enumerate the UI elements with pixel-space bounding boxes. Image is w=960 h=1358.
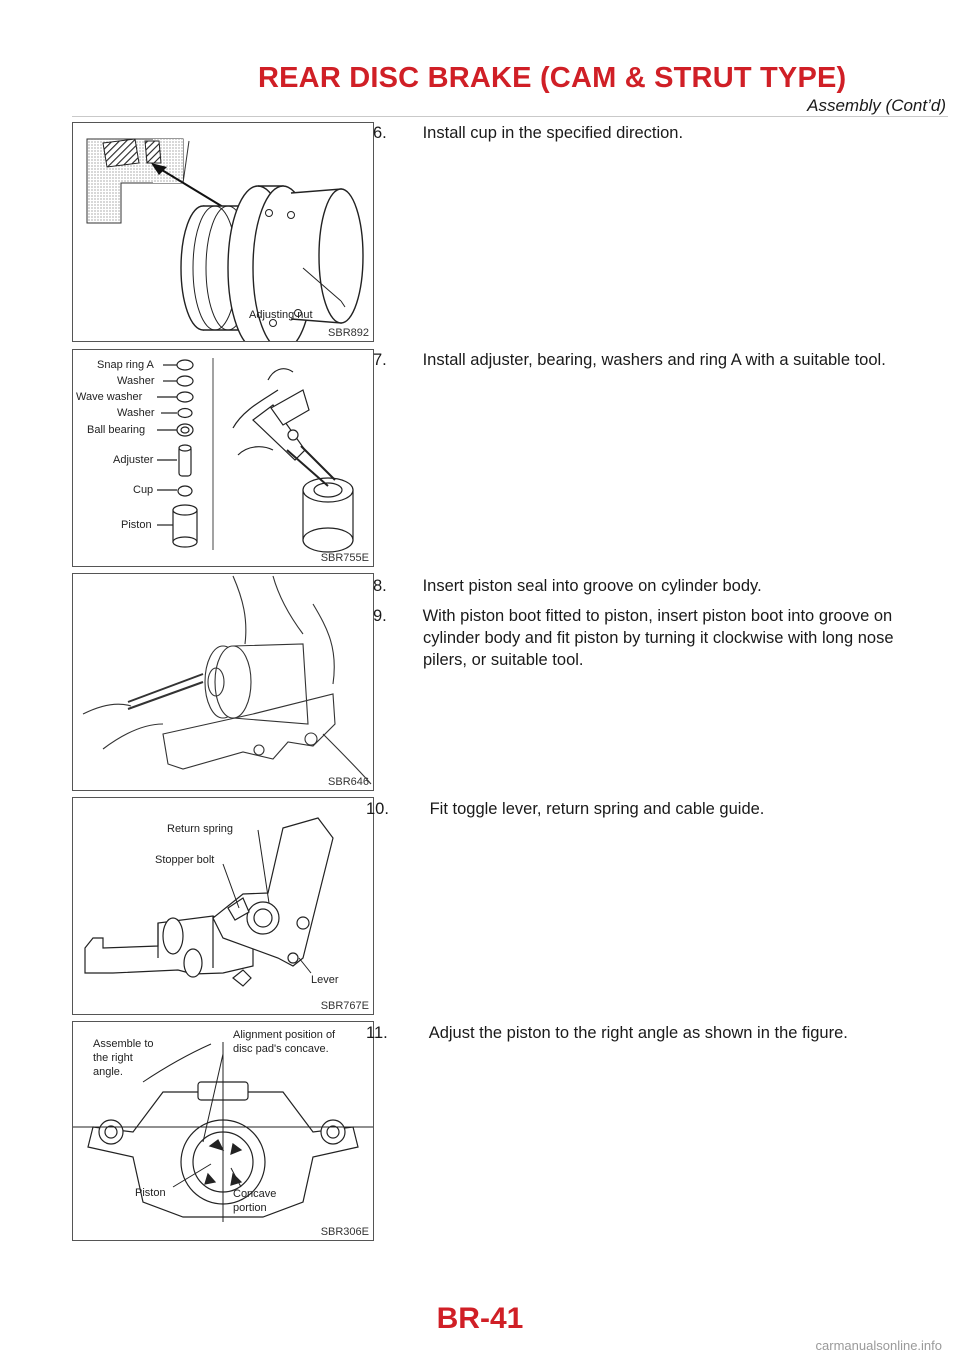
step-number: 11. <box>366 1024 388 1042</box>
step-text: Install cup in the specified direction. <box>422 124 684 142</box>
step-number: 9. <box>373 607 387 625</box>
figure-sbr892 <box>72 122 374 342</box>
label-piston: Piston <box>135 1187 166 1199</box>
label-portion: portion <box>233 1202 267 1214</box>
piston-fitting-illustration <box>73 574 373 790</box>
step-10 <box>366 798 930 820</box>
header-divider <box>72 116 948 117</box>
step-text: Fit toggle lever, return spring and cable guide. <box>429 800 765 818</box>
label-snap-ring-a: Snap ring A <box>97 359 154 371</box>
figure-sbr646 <box>72 573 374 791</box>
label-disc-pad-concave: disc pad's concave. <box>233 1043 329 1055</box>
label-cup: Cup <box>133 484 154 496</box>
figure-sbr306e <box>72 1021 374 1241</box>
step-6 <box>373 122 930 144</box>
figure-code: SBR755E <box>320 552 369 564</box>
step-11 <box>366 1022 930 1044</box>
section-subtitle: Assembly (Cont’d) <box>807 96 946 115</box>
figure-sbr767e <box>72 797 374 1015</box>
step-number: 6. <box>373 124 387 142</box>
figure-code: SBR892 <box>328 327 369 339</box>
label-ball-bearing: Ball bearing <box>87 424 146 436</box>
step-text: Install adjuster, bearing, washers and ring A with a suitable tool. <box>422 351 886 369</box>
step-text: Adjust the piston to the right angle as shown in the figure. <box>428 1024 848 1042</box>
step-number: 10. <box>366 800 389 818</box>
figure-code: SBR767E <box>320 1000 369 1012</box>
label-angle: angle. <box>93 1066 123 1078</box>
step-number: 7. <box>373 351 387 369</box>
label-assemble-to: Assemble to <box>93 1038 154 1050</box>
label-piston: Piston <box>121 519 152 531</box>
step-text: With piston boot fitted to piston, insert piston boot into groove on cylinder body and fit piston by turning it clockwise with long nose pilers, or suitable tool. <box>422 607 894 669</box>
figure-sbr755e <box>72 349 374 567</box>
step-7 <box>373 349 930 371</box>
label-alignment-position: Alignment position of <box>233 1029 336 1041</box>
step-number: 8. <box>373 577 387 595</box>
label-washer-1: Washer <box>117 375 155 387</box>
label-the-right: the right <box>93 1052 133 1064</box>
step-8 <box>373 575 930 597</box>
label-return-spring: Return spring <box>167 823 234 835</box>
step-text: Insert piston seal into groove on cylinder body. <box>422 577 762 595</box>
cup-illustration <box>73 123 373 341</box>
section-title: REAR DISC BRAKE (CAM & STRUT TYPE) <box>258 62 847 94</box>
page-number: BR-41 <box>436 1302 524 1335</box>
label-adjuster: Adjuster <box>113 454 154 466</box>
figure-code: SBR306E <box>320 1226 369 1238</box>
label-wave-washer: Wave washer <box>76 391 143 403</box>
footer-watermark[interactable]: carmanualsonline.info <box>815 1338 942 1353</box>
label-stopper-bolt: Stopper bolt <box>155 854 215 866</box>
label-lever: Lever <box>311 974 339 986</box>
label-concave: Concave <box>233 1188 277 1200</box>
figure-code: SBR646 <box>328 776 369 788</box>
label-adjusting-nut: Adjusting nut <box>249 309 313 321</box>
step-9 <box>373 605 930 671</box>
label-washer-2: Washer <box>117 407 155 419</box>
